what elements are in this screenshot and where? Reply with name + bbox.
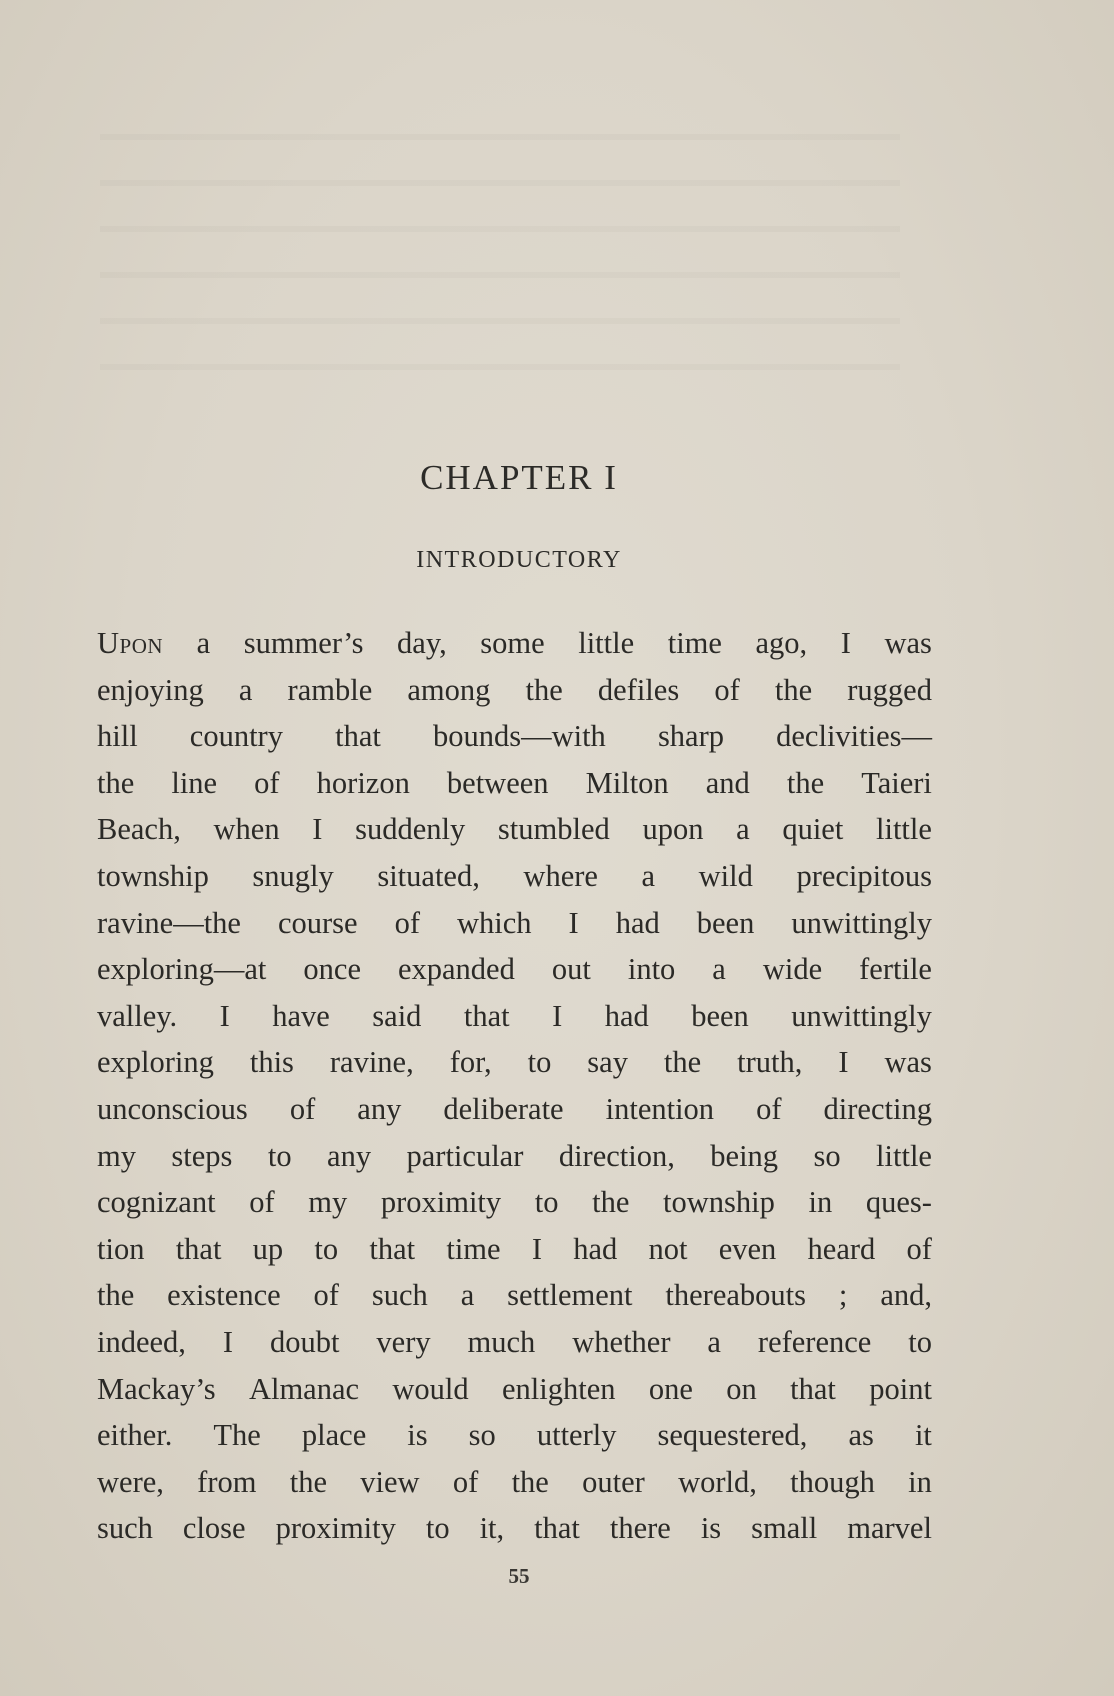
text-line — [97, 1412, 932, 1459]
word: unwittingly — [791, 998, 932, 1033]
word: any — [357, 1091, 402, 1126]
word: snugly — [252, 858, 334, 893]
word: situated, — [377, 858, 480, 893]
word: much — [467, 1324, 536, 1359]
word: is — [407, 1418, 428, 1453]
word: some — [480, 626, 545, 660]
word: ques- — [865, 1185, 932, 1220]
word: unconscious — [97, 1091, 248, 1126]
word: view — [360, 1464, 420, 1499]
word: the — [774, 672, 813, 707]
word: rugged — [847, 672, 932, 707]
word: exploring—at — [97, 952, 267, 987]
word: into — [627, 952, 676, 987]
word: as — [848, 1418, 874, 1453]
word: any — [327, 1138, 372, 1173]
word: to — [527, 1045, 552, 1080]
word: whether — [572, 1324, 671, 1359]
word: to — [534, 1185, 559, 1220]
word: intention — [605, 1091, 715, 1126]
word: close — [182, 1511, 246, 1546]
word: day, — [397, 626, 447, 660]
word: to — [908, 1324, 932, 1359]
word: to — [314, 1231, 339, 1266]
word: been — [691, 998, 749, 1033]
word: Taieri — [861, 765, 932, 800]
word: that — [534, 1511, 580, 1546]
word: have — [272, 998, 330, 1033]
word: The — [213, 1418, 261, 1453]
word: settlement — [507, 1278, 633, 1313]
word: enlighten — [502, 1371, 616, 1406]
show-through-text — [100, 110, 900, 400]
word: cognizant — [97, 1185, 216, 1220]
word: I — [312, 812, 323, 847]
word: declivities— — [776, 719, 932, 754]
word: my — [97, 1138, 136, 1173]
body-text — [97, 620, 932, 1552]
chapter-subtitle: INTRODUCTORY — [416, 547, 622, 573]
word: so — [468, 1418, 496, 1453]
word: were, — [97, 1464, 164, 1499]
word: of — [906, 1231, 932, 1266]
word: a — [196, 626, 211, 660]
word: the — [97, 765, 135, 800]
word: was — [884, 1045, 932, 1080]
text-line — [97, 946, 932, 993]
text-line — [97, 853, 932, 900]
word: a — [641, 858, 656, 893]
word: once — [303, 952, 361, 987]
word: I — [568, 905, 579, 940]
word: a — [712, 952, 726, 987]
text-line — [97, 900, 932, 947]
word: expanded — [397, 952, 515, 987]
word: either. — [97, 1418, 173, 1453]
word: being — [710, 1138, 779, 1173]
word: up — [252, 1231, 284, 1266]
word: defiles — [597, 672, 680, 707]
word: had — [615, 905, 660, 940]
word: marvel — [847, 1511, 932, 1546]
word: I — [838, 1045, 849, 1080]
word: proximity — [275, 1511, 396, 1546]
word: sharp — [657, 719, 725, 754]
drop-word: Upon — [97, 626, 164, 660]
word: quiet — [782, 812, 844, 847]
text-line — [97, 1226, 932, 1273]
word: that — [335, 719, 381, 754]
word: township — [663, 1185, 775, 1220]
word: even — [718, 1231, 777, 1266]
text-line — [97, 1272, 932, 1319]
word: sequestered, — [657, 1418, 808, 1453]
word: when — [213, 812, 280, 847]
word: heard — [807, 1231, 876, 1266]
word: had — [604, 998, 649, 1033]
word: the — [289, 1464, 328, 1499]
word: is — [700, 1511, 722, 1546]
text-line — [97, 1086, 932, 1133]
word: of — [249, 1185, 275, 1220]
word: doubt — [269, 1324, 340, 1359]
word: ramble — [287, 672, 373, 707]
word: small — [751, 1511, 818, 1546]
text-line — [97, 667, 932, 714]
word: suddenly — [355, 812, 466, 847]
word: not — [648, 1231, 688, 1266]
word: ravine, — [329, 1045, 414, 1080]
word: of — [289, 1091, 316, 1126]
word: a — [460, 1278, 475, 1313]
word: hill — [97, 719, 138, 754]
word: been — [696, 905, 755, 940]
word: I — [552, 998, 563, 1033]
word: ravine—the — [97, 905, 241, 940]
word: country — [189, 719, 283, 754]
word: exploring — [97, 1045, 214, 1080]
word: there — [609, 1511, 671, 1546]
word: Beach, — [97, 812, 181, 847]
word: it, — [479, 1511, 505, 1546]
word: though — [790, 1464, 875, 1499]
word: that — [369, 1231, 416, 1266]
word: the — [97, 1278, 135, 1313]
word: ago, — [755, 626, 808, 660]
word: such — [371, 1278, 428, 1313]
word: the — [511, 1464, 549, 1499]
word: utterly — [536, 1418, 617, 1453]
word: and — [705, 765, 750, 800]
word: valley. — [97, 998, 178, 1033]
word: Almanac — [248, 1371, 360, 1406]
chapter-title: CHAPTER I — [420, 458, 618, 497]
word: wide — [762, 952, 823, 987]
word: of — [313, 1278, 339, 1313]
word: had — [573, 1231, 618, 1266]
word: unwittingly — [791, 905, 932, 940]
word: the — [786, 765, 825, 800]
text-line — [97, 1133, 932, 1180]
word: ; — [838, 1278, 848, 1313]
word: of — [394, 905, 420, 940]
word: the — [663, 1045, 702, 1080]
word: little — [876, 1138, 932, 1173]
word: particular — [406, 1138, 524, 1173]
word: very — [376, 1324, 431, 1359]
word: thereabouts — [665, 1278, 807, 1313]
word: in — [908, 1464, 932, 1499]
word: I — [222, 1324, 234, 1359]
word: between — [446, 765, 549, 800]
word: Milton — [585, 765, 669, 800]
word: time — [446, 1231, 501, 1266]
word: my — [308, 1185, 348, 1220]
text-line — [97, 760, 932, 807]
word: existence — [167, 1278, 281, 1313]
text-line — [97, 1319, 932, 1366]
word: course — [277, 905, 358, 940]
word: that — [790, 1371, 836, 1406]
word: which — [457, 905, 532, 940]
word: indeed, — [97, 1324, 186, 1359]
word: of — [756, 1091, 782, 1126]
word: it — [914, 1418, 932, 1453]
word: I — [531, 1231, 542, 1266]
word: of — [254, 765, 280, 800]
word: wild — [698, 858, 753, 893]
word: fertile — [859, 952, 932, 987]
word: point — [869, 1371, 932, 1406]
word: a — [736, 812, 750, 847]
word: world, — [678, 1464, 757, 1499]
word: so — [813, 1138, 841, 1173]
word: time — [667, 626, 722, 660]
word: of — [452, 1464, 479, 1499]
word: the — [592, 1185, 630, 1220]
word: upon — [642, 812, 704, 847]
word: directing — [823, 1091, 932, 1126]
text-line — [97, 806, 932, 853]
word: I — [840, 626, 851, 660]
word: truth, — [737, 1045, 803, 1080]
text-line — [97, 1366, 932, 1413]
word: to — [425, 1511, 450, 1546]
word: summer’s — [243, 626, 364, 660]
word: direction, — [558, 1138, 675, 1173]
word: enjoying — [97, 672, 204, 707]
page-number: 55 — [508, 1564, 530, 1588]
word: to — [267, 1138, 292, 1173]
word: a — [707, 1324, 721, 1359]
word: from — [197, 1464, 257, 1499]
word: reference — [757, 1324, 872, 1359]
word: horizon — [316, 765, 410, 800]
word: the — [525, 672, 563, 707]
text-line — [97, 713, 932, 760]
word: and, — [880, 1278, 932, 1313]
word: steps — [171, 1138, 233, 1173]
word: little — [876, 812, 932, 847]
word: said — [372, 998, 422, 1033]
word: for, — [449, 1045, 492, 1080]
word: Mackay’s — [97, 1371, 216, 1406]
text-line — [97, 1505, 932, 1552]
word: proximity — [380, 1185, 502, 1220]
word: say — [587, 1045, 628, 1080]
word: would — [392, 1371, 469, 1406]
word: of — [714, 672, 740, 707]
word: stumbled — [497, 812, 610, 847]
word: bounds—with — [432, 719, 606, 754]
word: outer — [582, 1464, 645, 1499]
word: deliberate — [443, 1091, 564, 1126]
word: on — [726, 1371, 757, 1406]
text-line — [97, 620, 932, 667]
word: this — [249, 1045, 294, 1080]
word: that — [463, 998, 510, 1033]
word: out — [551, 952, 591, 987]
word: township — [97, 858, 209, 893]
word: that — [175, 1231, 222, 1266]
text-line — [97, 1179, 932, 1226]
word: I — [219, 998, 230, 1033]
word: a — [238, 672, 253, 707]
word: in — [808, 1185, 833, 1220]
word: was — [884, 626, 932, 660]
word: among — [407, 672, 491, 707]
word: where — [523, 858, 598, 893]
text-line — [97, 1039, 932, 1086]
word: tion — [97, 1231, 145, 1266]
word: line — [171, 765, 218, 800]
word: such — [97, 1511, 153, 1546]
word: place — [301, 1418, 367, 1453]
text-line — [97, 993, 932, 1040]
word: little — [578, 626, 635, 660]
text-line — [97, 1459, 932, 1506]
word: precipitous — [796, 858, 932, 893]
word: one — [648, 1371, 693, 1406]
